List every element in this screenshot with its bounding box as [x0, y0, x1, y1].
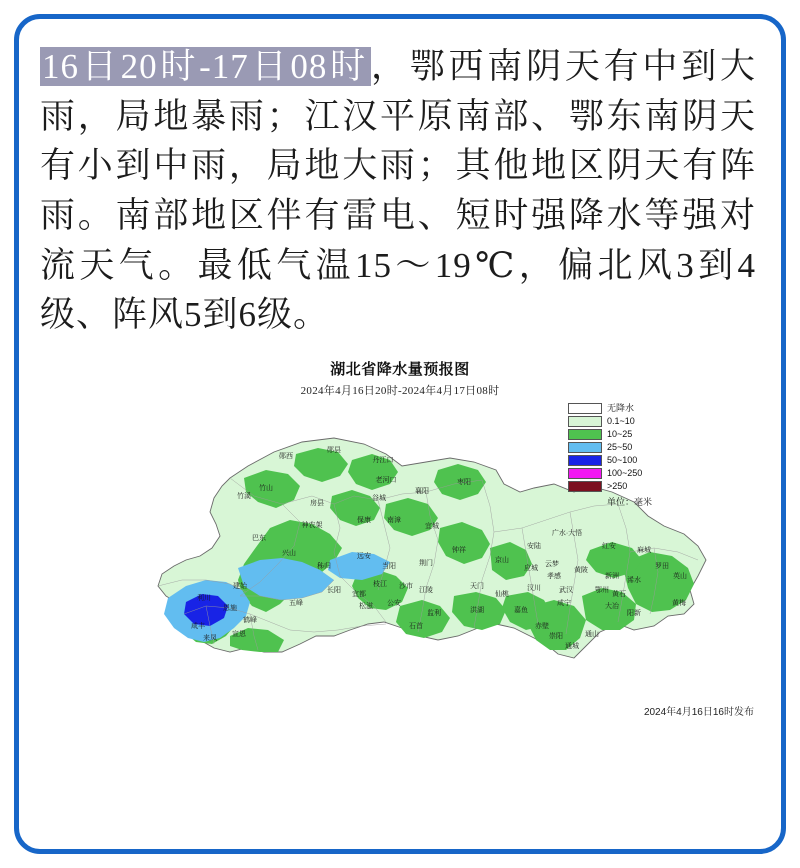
map-canvas	[34, 400, 766, 720]
legend-row	[568, 402, 680, 415]
map-place-label: 南漳	[387, 517, 401, 525]
map-place-label: 洪湖	[470, 607, 484, 615]
map-place-label: 利川	[197, 595, 211, 603]
legend-label: 100~250	[607, 468, 643, 479]
map-place-label: 赤壁	[535, 623, 549, 631]
map-place-label: 公安	[387, 600, 401, 608]
map-place-label: 枝江	[373, 581, 387, 589]
map-place-label: 巴东	[252, 535, 266, 543]
map-place-label: 钟祥	[452, 547, 466, 555]
map-place-label: 老河口	[375, 477, 397, 485]
map-place-label: 天门	[470, 583, 484, 591]
map-place-label: 嘉鱼	[514, 607, 528, 615]
map-place-label: 来凤	[203, 635, 217, 643]
map-place-label: 谷城	[372, 495, 386, 503]
map-place-label: 五峰	[289, 600, 303, 608]
map-place-label: 安陆	[527, 543, 541, 551]
map-place-label: 松滋	[359, 603, 373, 611]
map-place-label: 鹤峰	[243, 617, 257, 625]
map-place-label: 恩施	[223, 605, 237, 613]
map-place-label: 黄梅	[672, 600, 686, 608]
map-place-label: 建始	[233, 583, 247, 591]
map-place-label: 兴山	[282, 550, 296, 558]
legend-row	[568, 428, 680, 441]
forecast-body: ，鄂西南阴天有中到大雨，局地暴雨；江汉平原南部、鄂东南阴天有小到中雨，局地大雨；其他地区阴天有阵雨。南部地区伴有雷电、短时强降水等强对流天气。最低气温15～19℃，偏北风3到4级、阵风5到6级。	[40, 47, 756, 335]
map-place-label: 咸宁	[557, 600, 571, 608]
map-place-label: 大冶	[605, 603, 619, 611]
map-place-label: 应城	[524, 565, 538, 573]
legend-row	[568, 415, 680, 428]
map-place-label: 广水·大悟	[551, 530, 583, 538]
map-place-label: 通山	[585, 631, 599, 639]
map-place-label: 汉川	[527, 585, 541, 593]
map-place-label: 枣阳	[457, 479, 471, 487]
legend-swatch	[568, 403, 602, 414]
map-place-label: 沙市	[399, 583, 413, 591]
legend-swatch	[568, 455, 602, 466]
legend-swatch	[568, 416, 602, 427]
legend-swatch	[568, 481, 602, 492]
map-place-label: 孝感	[547, 573, 561, 581]
legend-label: 10~25	[607, 429, 633, 440]
map-place-label: 襄阳	[415, 488, 429, 496]
map-place-label: 云梦	[545, 561, 559, 569]
map-place-label: 长阳	[327, 587, 341, 595]
map-place-label: 崇阳	[549, 633, 563, 641]
forecast-period-highlight: 16日20时-17日08时	[42, 47, 369, 86]
map-subtitle: 2024年4月16日20时-2024年4月17日08时	[300, 385, 500, 398]
legend-swatch	[568, 442, 602, 453]
map-place-label: 黄石	[612, 591, 626, 599]
map-place-label: 石首	[409, 623, 423, 631]
map-place-label: 丹江口	[372, 457, 394, 465]
legend-row	[568, 480, 680, 493]
legend-label: >250	[607, 481, 628, 492]
map-place-label: 新洲	[605, 573, 619, 581]
map-place-label: 宣恩	[232, 631, 246, 639]
map-place-label: 黄陂	[574, 567, 588, 575]
precipitation-map-section	[34, 358, 766, 718]
map-place-label: 秭归	[317, 563, 331, 571]
map-place-label: 仙桃	[495, 591, 509, 599]
map-place-label: 京山	[495, 557, 509, 565]
map-place-label: 房县	[310, 500, 324, 508]
map-place-label: 宜都	[352, 591, 366, 599]
forecast-text-block	[34, 36, 766, 340]
map-place-label: 罗田	[655, 563, 669, 571]
map-place-label: 江陵	[419, 587, 433, 595]
map-place-label: 竹山	[259, 485, 273, 493]
legend-unit: 单位：毫米	[607, 497, 653, 508]
legend-row	[568, 467, 680, 480]
map-place-label: 英山	[673, 573, 687, 581]
map-legend	[568, 402, 680, 508]
legend-label: 50~100	[607, 455, 638, 466]
map-place-label: 通城	[565, 643, 579, 651]
legend-swatch	[568, 429, 602, 440]
map-place-label: 浠水	[627, 577, 641, 585]
legend-label: 25~50	[607, 442, 633, 453]
legend-row	[568, 454, 680, 467]
map-place-label: 鄂州	[595, 587, 609, 595]
content-area	[34, 36, 766, 832]
map-place-label: 红安	[602, 543, 616, 551]
map-place-label: 武汉	[559, 587, 573, 595]
issue-note: 2024年4月16日16时发布	[643, 707, 754, 719]
map-place-label: 竹溪	[237, 493, 251, 501]
map-place-label: 远安	[357, 553, 371, 561]
map-place-label: 荆门	[419, 560, 433, 568]
map-place-label: 郧县	[327, 447, 341, 455]
map-place-label: 麻城	[637, 547, 651, 555]
map-place-label: 当阳	[382, 563, 396, 571]
map-place-label: 咸丰	[191, 623, 205, 631]
legend-label: 无降水	[607, 403, 635, 414]
map-place-label: 神农架	[301, 522, 323, 530]
legend-swatch	[568, 468, 602, 479]
map-place-label: 宜城	[425, 523, 439, 531]
legend-row	[568, 441, 680, 454]
map-title: 湖北省降水量预报图	[330, 362, 470, 379]
map-place-label: 保康	[357, 517, 371, 525]
map-place-label: 阳新	[627, 610, 641, 618]
map-place-label: 郧西	[279, 453, 293, 461]
legend-label: 0.1~10	[607, 416, 635, 427]
map-place-label: 监利	[427, 610, 441, 618]
